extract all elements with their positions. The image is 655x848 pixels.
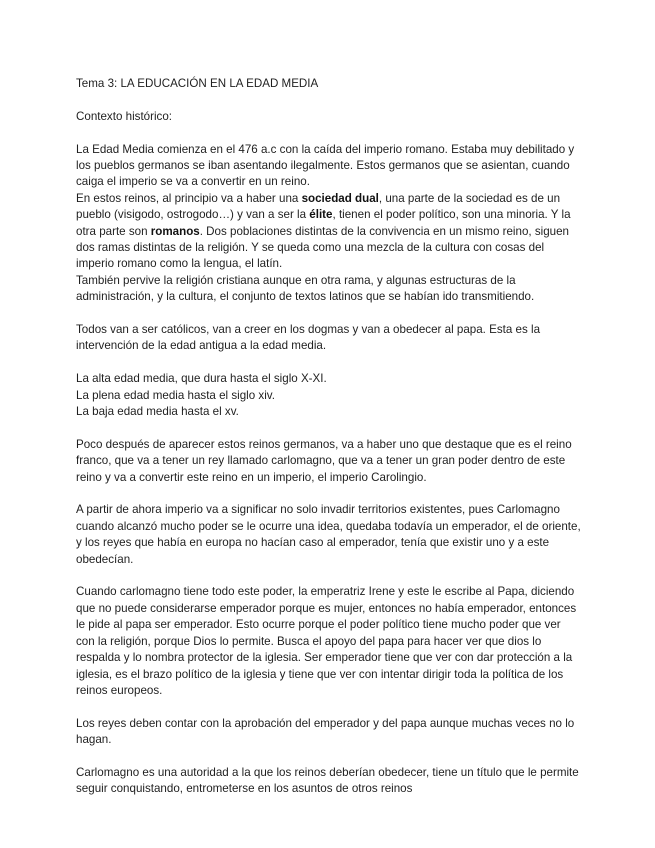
spacer [76, 568, 581, 584]
spacer [76, 486, 581, 502]
spacer [76, 306, 581, 322]
context-heading: Contexto histórico: [76, 109, 173, 123]
paragraph-kings: Los reyes deben contar con la aprobación del emperador y del papa aunque muchas veces no lo hagan. [76, 716, 575, 747]
paragraph-empire: A partir de ahora imperio va a significar no solo invadir territorios existentes, pues Carlomagno cuando alcanzó mucho poder se le ocurre una idea, quedaba todavía un emperador, el de oriente, y los reyes que había en europa no hacían caso al emperador, tenía que existir uno y a este obedecían. [76, 503, 581, 566]
bold-term-sociedad-dual: sociedad dual [301, 191, 379, 205]
paragraph-franks: Poco después de aparecer estos reinos germanos, va a haber uno que destaque que es el reino franco, que va a tener un rey llamado carlomagno, que va a tener un gran poder dentro de este reino y va a convertir este reino en un imperio, el imperio Carolingio. [76, 437, 572, 484]
spacer [76, 92, 581, 108]
spacer [76, 699, 581, 715]
text-run: , tienen el poder político, son una minoria. Y la otra parte son [76, 208, 571, 238]
spacer [76, 125, 581, 141]
paragraph-intro: La Edad Media comienza en el 476 a.c con la caída del imperio romano. Estaba muy debilitado y los pueblos germanos se iban asentando ilegalmente. Estos germanos que se asientan, cuando caiga el imperio se va a convertir en un reino. [76, 142, 575, 189]
spacer [76, 420, 581, 436]
paragraph-dual-society [76, 191, 581, 273]
spacer [76, 355, 581, 371]
text-run: En estos reinos, al principio va a haber una [76, 191, 302, 205]
document-title: Tema 3: LA EDUCACIÓN EN LA EDAD MEDIA [76, 77, 319, 90]
paragraph-authority: Carlomagno es una autoridad a la que los reinos deberían obedecer, tiene un título que le permite seguir conquistando, entrometerse en los asuntos de otros reinos [76, 765, 579, 796]
spacer [76, 749, 581, 765]
period-line: La baja edad media hasta el xv. [76, 405, 239, 419]
text-run: , una parte de la sociedad es de un pueblo (visigodo, ostrogodo…) y van a ser la [76, 191, 561, 222]
paragraph-religion: También pervive la religión cristiana aunque en otra rama, y algunas estructuras de la administración, y la cultura, el conjunto de textos latinos que se habían ido transmitiendo. [76, 273, 535, 304]
text-run: . Dos poblaciones distintas de la convivencia en un mismo reino, siguen dos ramas distintas de la religión. Y se queda como una mezcla de la cultura con cosas del imperio romano como la lengua, el latín. [76, 224, 570, 271]
paragraph-irene: Cuando carlomagno tiene todo este poder, la emperatriz Irene y este le escribe al Papa, diciendo que no puede considerarse emperador porque es mujer, entonces no había emperador, entonces le pide al papa ser emperador. Esto ocurre porque el poder político tiene mucho poder que ver con la religión, porque Dios lo permite. Busca el apoyo del papa para hacer ver que dios lo respalda y lo nombra protector de la iglesia. Ser emperador tiene que ver con dar protección a la iglesia, es el brazo político de la iglesia y tiene que ver con intentar dirigir toda la política de los reinos europeos. [76, 585, 577, 697]
paragraph-catholics: Todos van a ser católicos, van a creer en los dogmas y van a obedecer al papa. Esta es la intervención de la edad antigua a la edad media. [76, 323, 541, 353]
period-line: La plena edad media hasta el siglo xiv. [76, 388, 275, 402]
period-line: La alta edad media, que dura hasta el siglo X-XI. [76, 372, 327, 386]
bold-term-elite: élite [309, 208, 333, 222]
bold-term-romanos: romanos [150, 224, 200, 238]
document-page [76, 76, 581, 798]
